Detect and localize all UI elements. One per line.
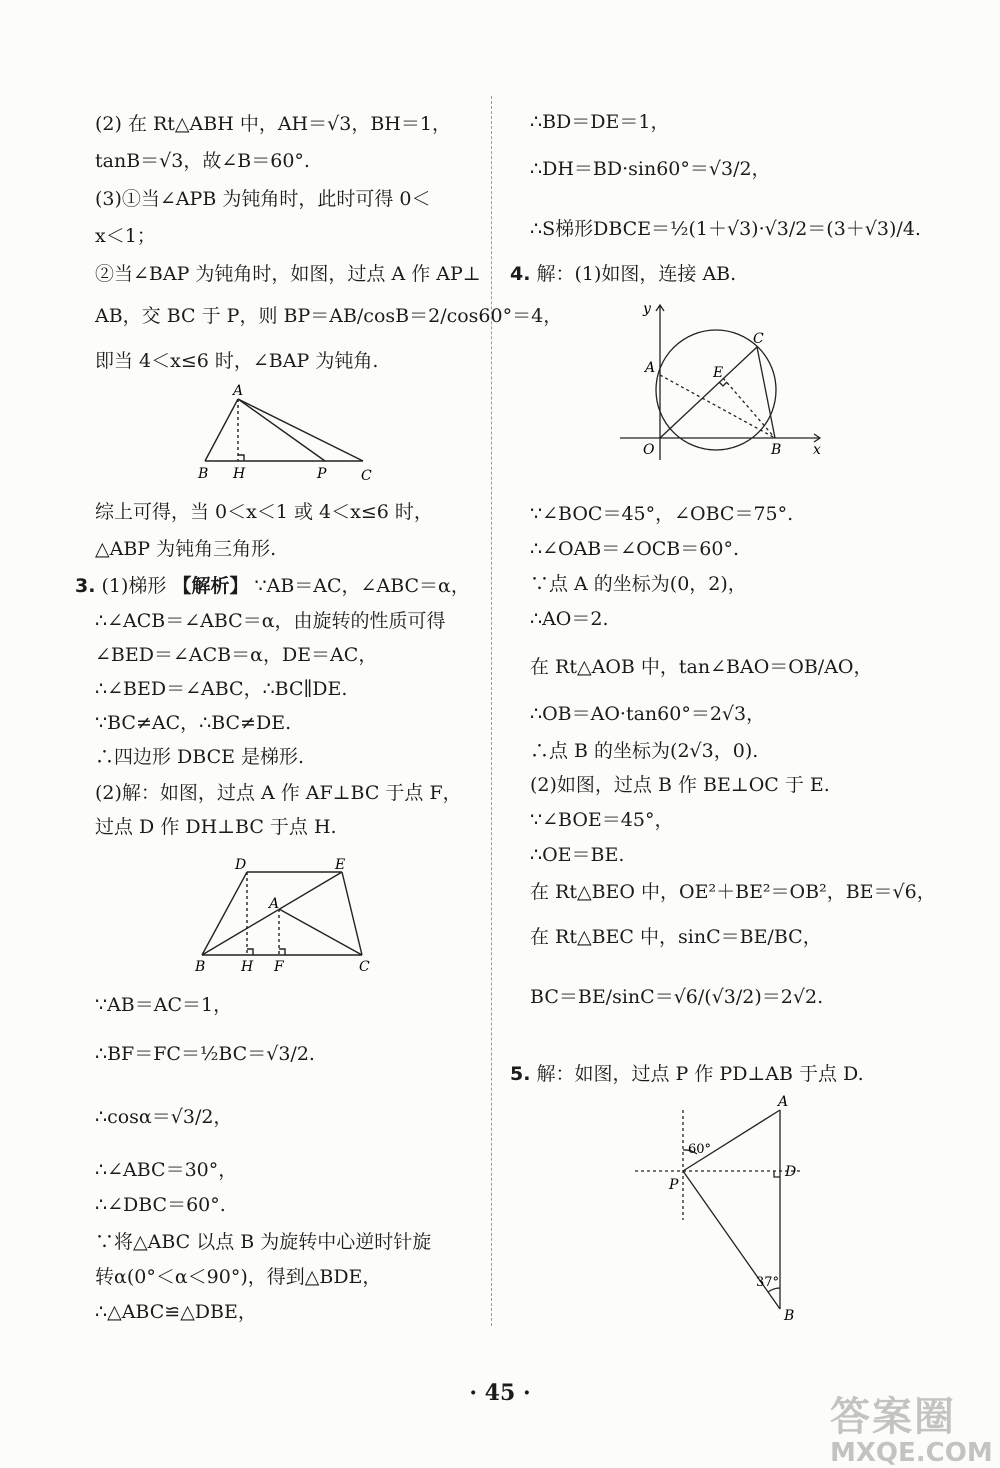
right-angle-mark [238,455,244,461]
text-line: ∵将△ABC 以点 B 为旋转中心逆时针旋 [95,1231,432,1253]
text-line: 在 Rt△BEC 中，sinC＝BE/BC， [530,926,822,948]
figure-bearing [630,1090,830,1325]
text-line: (3)①当∠APB 为钝角时，此时可得 0＜ [95,188,431,210]
text-line: ∵∠BOE＝45°， [530,809,674,831]
text-line: BC＝BE/sinC＝√6/(√3/2)＝2√2. [530,986,824,1008]
text-line: ∴BD＝DE＝1， [530,111,670,133]
text-line: ∴点 B 的坐标为(2√3，0). [530,740,759,762]
label-h: H [233,466,246,482]
right-angle-mark [774,1171,780,1177]
text-line: (2)如图，过点 B 作 BE⊥OC 于 E. [530,774,830,796]
label-c: C [361,468,372,484]
label-c: C [359,959,370,975]
label-e: E [335,857,346,873]
figure-trapezoid [195,850,485,978]
watermark-domain: MXQE.COM [830,1438,993,1468]
text-line: 转α(0°＜α＜90°)，得到△BDE， [95,1266,382,1288]
segment-pa [683,1110,780,1171]
text-line: ∴∠ABC＝30°， [95,1159,238,1181]
text-line: ∵∠BOC＝45°，∠OBC＝75°. [530,503,794,525]
label-h: H [241,959,254,975]
text-line: ∴△ABC≌△DBE， [95,1301,257,1323]
segment-be [202,872,342,955]
text-line: ∴∠DBC＝60°. [95,1194,226,1216]
text-segment: (1)梯形 [101,575,167,597]
figure-circle [615,295,830,470]
label-d: D [235,857,247,873]
label-y: y [643,301,651,317]
label-b: B [198,466,209,482]
label-a: A [233,383,244,399]
text-line: ∴∠OAB＝∠OCB＝60°. [530,538,739,560]
segment-bc [757,347,775,438]
label-c: C [753,331,764,347]
text-line: △ABP 为钝角三角形. [95,538,277,560]
text-line: x＜1； [95,225,156,247]
page-number: · 45 · [469,1380,531,1406]
item-number: 5. [510,1063,531,1085]
text-line: ∴四边形 DBCE 是梯形. [95,746,305,768]
text-line: 综上可得，当 0＜x＜1 或 4＜x≤6 时， [95,501,433,523]
text-line: ∵点 A 的坐标为(0，2)， [530,573,747,595]
label-e: E [713,365,724,381]
text-line: ∵AB＝AC＝1， [95,994,233,1016]
text-line: ∠BED＝∠ACB＝α，DE＝AC， [95,644,378,666]
label-a: A [269,896,280,912]
watermark-text: 答案圈 [830,1394,956,1440]
label-p: P [317,466,327,482]
text-line: ∴cosα＝√3/2， [95,1106,233,1128]
text-line: 在 Rt△BEO 中，OE²＋BE²＝OB²，BE＝√6， [530,881,936,903]
label-f: F [274,959,284,975]
figure-triangle-abp [195,382,485,487]
segment-ec [342,872,362,955]
segment-bd [202,872,247,955]
right-angle-mark [719,382,727,386]
label-a: A [645,360,656,376]
label-p: P [669,1177,679,1193]
text-line: ∴AO＝2. [530,608,609,630]
text-segment: 解：如图，过点 P 作 PD⊥AB 于点 D. [536,1063,864,1085]
item-3 [75,574,470,598]
label-b: B [195,959,206,975]
item-4 [510,262,736,286]
segment-ap [238,399,325,461]
text-line: ∴S梯形DBCE＝½(1＋√3)·√3/2＝(3＋√3)/4. [530,218,921,240]
text-line: ∴∠BED＝∠ABC，∴BC∥DE. [95,678,348,700]
label-x: x [813,442,821,458]
text-line: ∵BC≠AC，∴BC≠DE. [95,712,292,734]
item-number: 4. [510,263,531,285]
angle-label-37: 37° [756,1275,780,1290]
segment-oc [660,347,757,438]
item-5 [510,1062,864,1086]
right-angle-mark [247,949,253,955]
text-line: ∴OE＝BE. [530,844,625,866]
text-line: tanB＝√3，故∠B＝60°. [95,150,310,172]
text-line: 过点 D 作 DH⊥BC 于点 H. [95,816,337,838]
text-line: 即当 4＜x≤6 时，∠BAP 为钝角. [95,350,379,372]
column-divider [491,96,492,1326]
text-line: ∴∠ACB＝∠ABC＝α，由旋转的性质可得 [95,610,446,632]
text-line: (2) 在 Rt△ABH 中，AH＝√3，BH＝1， [95,113,451,135]
text-line: ∴OB＝AO·tan60°＝2√3， [530,703,766,725]
text-line: 在 Rt△AOB 中，tan∠BAO＝OB/AO， [530,656,873,678]
text-line: AB，交 BC 于 P，则 BP＝AB/cosB＝2/cos60°＝4， [95,305,563,327]
segment-ab [205,399,238,461]
label-o: O [643,442,655,458]
text-line: ②当∠BAP 为钝角时，如图，过点 A 作 AP⊥ [95,263,481,285]
label-a: A [778,1094,789,1110]
right-angle-mark [279,949,285,955]
text-line: (2)解：如图，过点 A 作 AF⊥BC 于点 F， [95,782,462,804]
text-line: ∴DH＝BD·sin60°＝√3/2， [530,158,771,180]
segment-ac [238,399,363,461]
watermark [830,1385,993,1468]
angle-label-60: 60° [688,1142,712,1157]
label-d: D [785,1164,797,1180]
label-b: B [771,442,782,458]
text-line: ∴BF＝FC＝½BC＝√3/2. [95,1043,315,1065]
text-segment: ∵AB＝AC，∠ABC＝α， [254,575,470,597]
item-number: 3. [75,575,96,597]
segment-ac [279,909,362,955]
text-segment: 解：(1)如图，连接 AB. [536,263,737,285]
circle [656,330,776,450]
label-b: B [784,1308,795,1324]
analysis-tag: 【解析】 [172,575,249,597]
segment-be [723,378,775,438]
